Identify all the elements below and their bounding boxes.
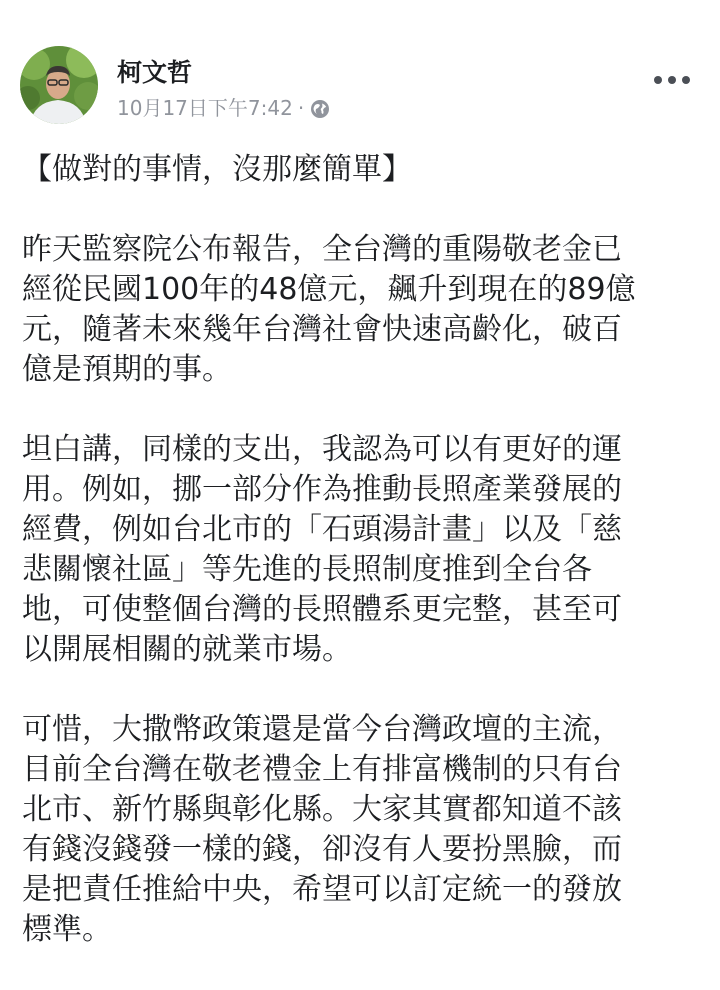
post-title: 【做對的事情，沒那麼簡單】 [22, 152, 412, 187]
author-avatar[interactable] [20, 46, 98, 124]
post-paragraph: 坦白講，同樣的支出，我認為可以有更好的運 用。例如，挪一部分作為推動長照產業發展的 經費，例如台北市的「石頭湯計畫」以及「慈 悲關懷社區」等先進的長照制度推到全台各 地，可使整個台灣的長照體系更完整，甚至可 以開展相關的就業市場。 [22, 432, 622, 667]
post-paragraph: 可惜，大撒幣政策還是當今台灣政壇的主流， 目前全台灣在敬老禮金上有排富機制的只有台 北市、新竹縣與彰化縣。大家其實都知道不該 有錢沒錢發一樣的錢，卻沒有人要扮黑臉，而 是把責任推給中央，希望可以訂定統一的發放 標準。 [22, 712, 622, 947]
post-header [20, 46, 700, 126]
post-timestamp[interactable]: 10月17日下午7:42 [117, 96, 293, 120]
avatar-photo [20, 46, 98, 124]
post-meta [117, 94, 330, 122]
more-dot [682, 76, 690, 84]
globe-icon[interactable] [310, 98, 330, 118]
more-dot [654, 76, 662, 84]
author-name[interactable]: 柯文哲 [117, 58, 193, 87]
meta-separator: · [297, 96, 305, 120]
post-paragraph: 昨天監察院公布報告，全台灣的重陽敬老金已 經從民國100年的48億元，飆升到現在的89億 元，隨著未來幾年台灣社會快速高齡化，破百 億是預期的事。 [22, 232, 636, 387]
post-body [22, 150, 712, 990]
more-dot [668, 76, 676, 84]
more-options-icon[interactable] [654, 68, 690, 92]
